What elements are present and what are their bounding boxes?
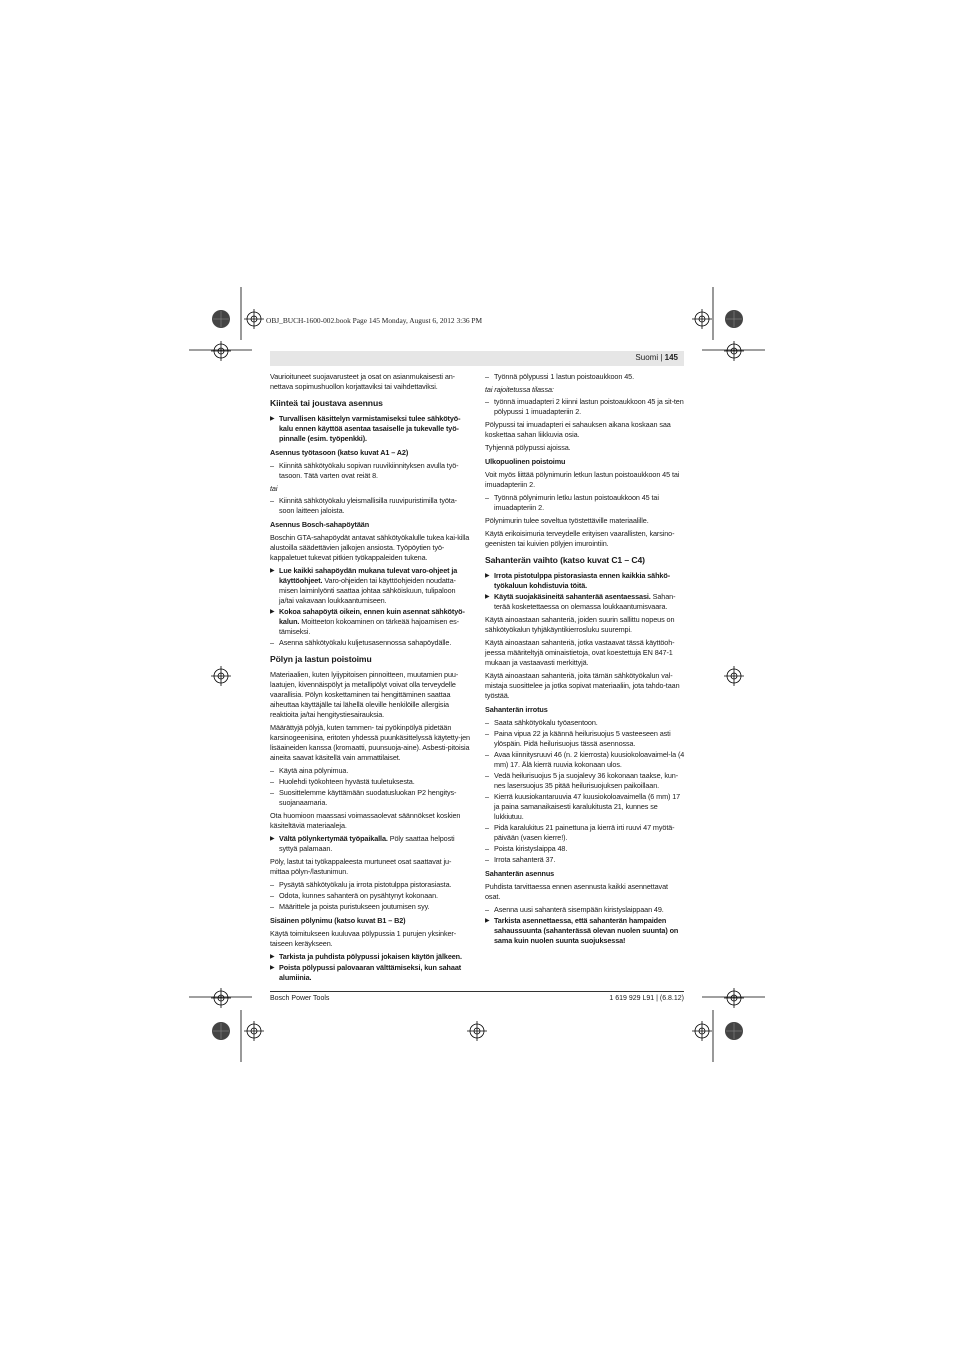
install-steps — [485, 905, 685, 946]
warning-list-dust — [270, 834, 470, 854]
header-text — [635, 353, 678, 362]
warning-item — [270, 414, 470, 444]
warning-text-bold: Tarkista asennettaessa, että sahanterän hampaiden sahaussuunta (sahanterässä olevan nuolen suunta) on sama kuin nuolen suunta suojuksessa! — [494, 916, 679, 945]
dust-paragraph: Määrättyjä pölyjä, kuten tammen- tai pyökinpölyä pidetään karsinogeenisina, eritoten yhdessä puunkäsittelyssä käytetty-jen lisäaineiden kanssa (kromaatti, puunsuoja-aine). Asbesti-pitoisia aineita saavat käsitellä vain ammattilaiset. — [270, 723, 470, 762]
list-item: – Käytä aina pölynimua. — [270, 766, 470, 776]
blade-paragraph: Käytä ainoastaan sahanteriä, joita tämän sähkötyökalun val-mistaja suosittelee ja jotka sopivat materiaaliin, jota tahdo-taan työstää. — [485, 671, 680, 700]
internal-paragraph: Käytä toimitukseen kuuluvaa pölypussia 1 purujen yksinker-taiseen keräykseen. — [270, 929, 457, 948]
jam-list — [270, 880, 470, 912]
list-item: – työnnä imuadapteri 2 kiinni lastun poistoaukkoon 45 ja sit-ten pölypussi 1 imuadapteriin 2. — [485, 397, 685, 417]
warning-text: Varo-ohjeiden tai käyttöohjeiden noudatta-misen laiminlyönti saattaa johtaa sähköiskuun, tulipaloon ja/tai vakavaan loukkaantumiseen. — [279, 576, 456, 605]
heading-blade-change: Sahanterän vaihto (katso kuvat C1 – C4) — [485, 555, 645, 565]
adapter-steps — [485, 397, 685, 417]
dust-list — [270, 766, 470, 808]
list-item: – Vedä heilurisuojus 5 ja suojalevy 36 kokonaan taakse, kun-nes lasersuojus 35 pitää heilurisuojuksen paikoillaan. — [485, 771, 685, 791]
bag-paragraph: Tyhjennä pölypussi ajoissa. — [485, 443, 571, 452]
warning-item — [270, 607, 470, 637]
page-header — [270, 351, 684, 366]
warning-list-internal — [270, 952, 470, 983]
intro-paragraph: Vaurioituneet suojavarusteet ja osat on asianmukaisesti an-nettava sopimushuollon korjattaviksi tai vaihdettaviksi. — [270, 372, 455, 391]
heading-mounting: Kiinteä tai joustava asennus — [270, 398, 383, 408]
warning-item — [485, 916, 685, 946]
list-item: – Huolehdi työkohteen hyvästä tuuletuksesta. — [270, 777, 470, 787]
heading-internal-extraction: Sisäinen pölynimu (katso kuvat B1 – B2) — [270, 916, 406, 925]
list-item: – Kiinnitä sähkötyökalu sopivan ruuvikiinnityksen avulla työ-tasoon. Tätä varten ovat reiät 8. — [270, 461, 470, 481]
list-item: – Odota, kunnes sahanterä on pysähtynyt kokonaan. — [270, 891, 470, 901]
warning-text-bold: Vältä pölynkertymää työpaikalla. — [279, 834, 388, 843]
heading-blade-install: Sahanterän asennus — [485, 869, 555, 878]
list-item: – Määrittele ja poista puristukseen joutumisen syy. — [270, 902, 470, 912]
list-item: – Asenna uusi sahanterä sisempään kiristyslaippaan 49. — [485, 905, 685, 915]
footer-rule — [270, 991, 684, 992]
list-item: – Suosittelemme käyttämään suodatusluokan P2 hengitys-suojanaamaria. — [270, 788, 470, 808]
bag-steps — [485, 372, 685, 382]
print-file-info: OBJ_BUCH-1600-002.book Page 145 Monday, August 6, 2012 3:36 PM — [266, 316, 483, 325]
external-paragraph: Voit myös liittää pölynimurin letkun lastun poistoaukkoon 45 tai imuadapteriin 2. — [485, 470, 680, 489]
blade-paragraph: Käytä ainoastaan sahanteriä, jotka vastaavat tässä käyttöoh-jeessa määriteltyjä ominaistietoja, ovat koestettuja EN 847-1 mukaan ja vastaavasti merkittyjä. — [485, 638, 675, 667]
list-item: – Kierrä kuusiokantaruuvia 47 kuusiokoloavaimella (6 mm) 17 ja paina samanaikaisesti karalukitusta 21, kunnes se lukkiutuu. — [485, 792, 685, 822]
list-item: – Poista kiristyslaippa 48. — [485, 844, 685, 854]
dust-paragraph: Pöly, lastut tai työkappaleesta murtuneet osat saattavat ju-mittaa pölyn-/lastunimun. — [270, 857, 452, 876]
heading-blade-removal: Sahanterän irrotus — [485, 705, 548, 714]
blade-paragraph: Käytä ainoastaan sahanteriä, joiden suurin sallittu nopeus on sähkötyökalun tyhjäkäyntikierrosluku suurempi. — [485, 615, 675, 634]
warning-item — [270, 952, 470, 962]
warning-item — [270, 834, 470, 854]
external-paragraph: Käytä erikoisimuria terveydelle erityisen vaarallisten, karsino-geenisten tai kuivien pölyjen imurointiin. — [485, 529, 675, 548]
warning-text: Pöly saattaa helposti syttyä palamaan. — [279, 834, 455, 853]
left-column — [270, 372, 470, 986]
heading-bench-mounting: Asennus työtasoon (katso kuvat A1 – A2) — [270, 448, 409, 457]
warning-text-bold: Lue kaikki sahapöydän mukana tulevat varo-ohjeet ja käyttöohjeet. — [279, 566, 458, 585]
list-item: – Työnnä pölynimurin letku lastun poistoaukkoon 45 tai imuadapteriin 2. — [485, 493, 685, 513]
warning-item — [485, 571, 685, 591]
footer-doc-code: 1 619 929 L91 | (6.8.12) — [609, 995, 684, 1002]
warning-list-bosch — [270, 566, 470, 648]
list-item: – Kiinnitä sähkötyökalu yleismallisilla ruuvipuristimilla työta-soon laitteen jaloista. — [270, 496, 470, 516]
warning-text: Sahan-terää kosketettaessa on olemassa loukkaantumisvaara. — [494, 592, 676, 611]
list-item: – Pidä karalukitus 21 painettuna ja kierrä irti ruuvi 47 myötä-päivään (vasen kierre!). — [485, 823, 685, 843]
warning-text-bold: Poista pölypussi palovaaran välttämiseksi, kun sahaat alumiinia. — [279, 963, 462, 982]
list-item: – Irrota sahanterä 37. — [485, 855, 685, 865]
list-item: – Avaa kiinnitysruuvi 46 (n. 2 kierrosta) kuusiokoloavaimel-la (4 mm) 17. Älä kierrä ruuvia kokonaan ulos. — [485, 750, 685, 770]
install-paragraph: Puhdista tarvittaessa ennen asennusta kaikki asennettavat osat. — [485, 882, 668, 901]
warning-item — [270, 566, 470, 606]
heading-bosch-table: Asennus Bosch-sahapöytään — [270, 520, 370, 529]
list-item: – Saata sähkötyökalu työasentoon. — [485, 718, 685, 728]
or-label: tai — [270, 484, 278, 493]
header-separator: | — [658, 353, 665, 362]
warning-text: Turvallisen käsittelyn varmistamiseksi tulee sähkötyö-kalu ennen käyttöä asentaa tasaiselle ja tukevalle työ-pinnalle (esim. työpenkki). — [279, 414, 461, 443]
warning-text-bold: Kokoa sahapöytä oikein, ennen kuin asennat sähkötyö-kalun. — [279, 607, 465, 626]
warning-item — [270, 963, 470, 983]
heading-dust-extraction: Pölyn ja lastun poistoimu — [270, 654, 372, 664]
warning-list-blade — [485, 571, 685, 612]
list-item: – Asenna sähkötyökalu kuljetusasennossa sahapöydälle. — [270, 638, 470, 648]
warning-item — [485, 592, 685, 612]
dust-paragraph: Ota huomioon maassasi voimassaolevat säännökset koskien käsiteltäviä materiaaleja. — [270, 811, 461, 830]
list-item: – Pysäytä sähkötyökalu ja irrota pistotulppa pistorasiasta. — [270, 880, 470, 890]
list-item: – Työnnä pölypussi 1 lastun poistoaukkoon 45. — [485, 372, 685, 382]
heading-external-extraction: Ulkopuolinen poistoimu — [485, 457, 566, 466]
footer-publisher: Bosch Power Tools — [270, 995, 330, 1002]
warning-text-bold: Irrota pistotulppa pistorasiasta ennen kaikkia sähkö-työkaluun kohdistuvia töitä. — [494, 571, 671, 590]
external-paragraph: Pölynimurin tulee soveltua työstettäville materiaalille. — [485, 516, 649, 525]
warning-list-mounting — [270, 414, 470, 444]
warning-text-bold: Käytä suojakäsineitä sahanterää asentaessasi. — [494, 592, 651, 601]
removal-steps — [485, 718, 685, 865]
external-steps — [485, 493, 685, 513]
bag-paragraph: Pölypussi tai imuadapteri ei sahauksen aikana koskaan saa koskettaa sahan liikkuvia osia. — [485, 420, 671, 439]
page-number: 145 — [664, 353, 678, 362]
dust-paragraph: Materiaalien, kuten lyijypitoisen pinnoitteen, muutamien puu-laatujen, kivennäispölyt ja metallipölyt voivat olla terveydelle vaarallisia. Pölyn koskettaminen tai hengittäminen saattaa aiheuttaa käyttäjälle tai lähellä oleville henkilöille allergisia reaktioita ja/tai hengitystiesairauksia. — [270, 670, 459, 719]
header-language: Suomi — [635, 353, 659, 362]
warning-text: Moitteeton kokoaminen on tärkeää hajoamisen es-tämiseksi. — [279, 617, 459, 636]
right-column — [485, 372, 685, 949]
limited-space-label: tai rajoitetussa tilassa: — [485, 385, 554, 394]
bench-steps-alt — [270, 496, 470, 516]
warning-text-bold: Tarkista ja puhdista pölypussi jokaisen käytön jälkeen. — [279, 952, 462, 961]
list-item: – Paina vipua 22 ja käännä heilurisuojus 5 vasteeseen asti ylöspäin. Pidä heilurisuojus tässä asennossa. — [485, 729, 685, 749]
bench-steps — [270, 461, 470, 481]
bosch-paragraph: Boschin GTA-sahapöydät antavat sähkötyökalulle tukea kai-killa alustoilla säädettävien jalkojen ansiosta. Työpöytien työ-kappaletuet tukevat pitkien työkappaleiden tukena. — [270, 533, 470, 562]
